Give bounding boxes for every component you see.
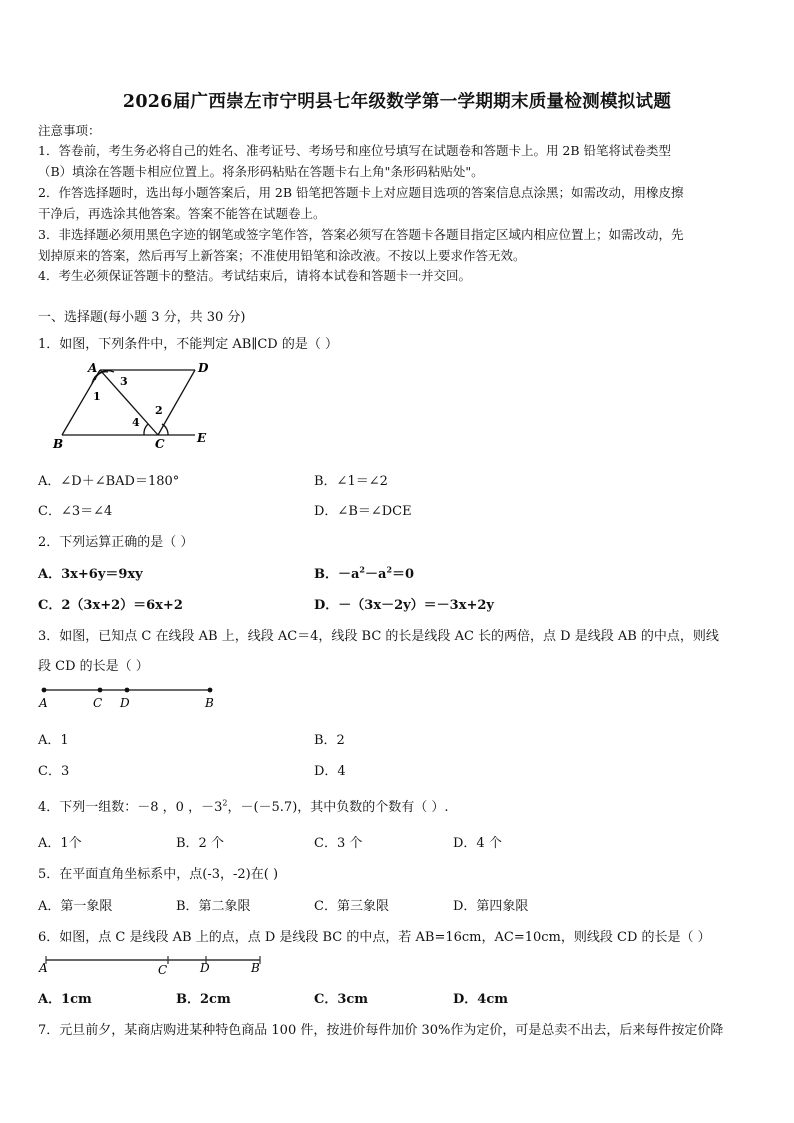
notes-line-2: （B）填涂在答题卡相应位置上。将条形码粘贴在答题卡右上角"条形码粘贴处"。 xyxy=(38,164,484,179)
notes-heading: 注意事项： xyxy=(38,123,101,138)
q4-option-d[interactable]: D．4 个 xyxy=(453,836,502,851)
q4-text-part2: ，－(－5.7)，其中负数的个数有（ ）. xyxy=(227,800,449,815)
q5-option-b[interactable]: B．第二象限 xyxy=(176,899,251,914)
q1-angle-1: 1 xyxy=(93,390,101,403)
q2-option-d[interactable]: D．－（3x－2y）＝－3x+2y xyxy=(314,598,494,613)
q2-text: 2．下列运算正确的是（ ） xyxy=(38,535,194,550)
q3-text-line2: 段 CD 的长是（ ） xyxy=(38,659,149,674)
q6-option-b[interactable]: B．2cm xyxy=(176,992,231,1007)
q2-option-b[interactable] xyxy=(314,563,414,582)
q4-option-a[interactable]: A．1个 xyxy=(38,836,82,851)
q6-label-d: D xyxy=(200,961,210,975)
q2-option-c[interactable]: C．2（3x+2）＝6x+2 xyxy=(38,598,183,613)
q3-text-line1: 3．如图，已知点 C 在线段 AB 上，线段 AC＝4，线段 BC 的长是线段 AC 长的两倍，点 D 是线段 AB 的中点，则线 xyxy=(38,629,719,644)
q1-option-b[interactable]: B．∠1＝∠2 xyxy=(314,474,388,489)
q1-label-c: C xyxy=(155,437,165,450)
q2-option-b-part2: －a xyxy=(365,567,387,582)
notes-line-5: 3．非选择题必须用黑色字迹的钢笔或签字笔作答，答案必须写在答题卡各题目指定区域内相应位置上；如需改动，先 xyxy=(38,227,684,242)
q7-text: 7．元旦前夕，某商店购进某种特色商品 100 件，按进价每件加价 30%作为定价，可是总卖不出去，后来每件按定价降 xyxy=(38,1023,724,1038)
q4-text-part1: 4．下列一组数：－8 ，0 ，－3 xyxy=(38,800,223,815)
page-title: 2026届广西崇左市宁明县七年级数学第一学期期末质量检测模拟试题 xyxy=(122,92,672,112)
q3-option-b[interactable]: B．2 xyxy=(314,733,345,748)
notes-line-6: 划掉原来的答案，然后再写上新答案；不准使用铅笔和涂改液。不按以上要求作答无效。 xyxy=(38,248,526,263)
notes-line-4: 干净后，再选涂其他答案。答案不能答在试题卷上。 xyxy=(38,206,326,221)
q1-label-a: A xyxy=(88,361,98,375)
q3-option-c[interactable]: C．3 xyxy=(38,764,70,779)
q3-label-a: A xyxy=(39,696,48,710)
q4-text-sup: 2 xyxy=(222,798,228,808)
q5-option-c[interactable]: C．第三象限 xyxy=(314,899,389,914)
q1-angle-2: 2 xyxy=(155,404,163,417)
q6-option-c[interactable]: C．3cm xyxy=(314,992,369,1007)
q6-option-a[interactable]: A．1cm xyxy=(38,992,92,1007)
q2-option-b-part1: B．－a xyxy=(314,567,360,582)
q2-option-b-sup2: 2 xyxy=(386,564,393,575)
q3-option-a[interactable]: A．1 xyxy=(38,733,69,748)
q1-label-d: D xyxy=(198,361,209,375)
q1-parallelogram-figure xyxy=(45,358,220,450)
q4-option-c[interactable]: C．3 个 xyxy=(314,836,363,851)
notes-line-1: 1．答卷前，考生务必将自己的姓名、准考证号、考场号和座位号填写在试题卷和答题卡上。用 2B 铅笔将试卷类型 xyxy=(38,143,672,158)
q6-label-a: A xyxy=(39,961,48,975)
notes-line-7: 4．考生必须保证答题卡的整洁。考试结束后，请将本试卷和答题卡一并交回。 xyxy=(38,268,471,283)
q1-label-b: B xyxy=(53,437,64,450)
q1-option-d[interactable]: D．∠B＝∠DCE xyxy=(314,504,412,519)
q3-label-c: C xyxy=(93,696,103,710)
q3-label-b: B xyxy=(205,696,214,710)
q4-option-b[interactable]: B．2 个 xyxy=(176,836,224,851)
q2-option-b-part3: ＝0 xyxy=(392,567,415,582)
q5-option-a[interactable]: A．第一象限 xyxy=(38,899,113,914)
q4-text xyxy=(38,796,449,815)
q3-option-d[interactable]: D．4 xyxy=(314,764,346,779)
q3-segment-figure xyxy=(38,682,223,712)
q1-text: 1．如图，下列条件中，不能判定 AB∥CD 的是（ ） xyxy=(38,337,338,352)
q1-label-e: E xyxy=(197,431,207,445)
q1-option-c[interactable]: C．∠3＝∠4 xyxy=(38,504,113,519)
q1-option-a[interactable]: A．∠D＋∠BAD＝180° xyxy=(38,474,180,489)
q6-text: 6．如图，点 C 是线段 AB 上的点，点 D 是线段 BC 的中点，若 AB=16cm，AC=10cm，则线段 CD 的长是（ ） xyxy=(38,930,711,945)
q6-label-c: C xyxy=(158,963,168,977)
q1-angle-4: 4 xyxy=(132,416,140,429)
q6-label-b: B xyxy=(251,961,260,975)
q6-segment-figure xyxy=(38,950,268,978)
q3-label-d: D xyxy=(120,696,130,710)
q5-text: 5．在平面直角坐标系中，点(-3，-2)在( ) xyxy=(38,867,279,882)
q2-option-a[interactable]: A．3x+6y＝9xy xyxy=(38,567,143,582)
section-heading: 一、选择题(每小题 3 分，共 30 分) xyxy=(38,310,246,325)
q2-option-b-sup1: 2 xyxy=(359,564,365,575)
q6-option-d[interactable]: D．4cm xyxy=(453,992,508,1007)
notes-line-3: 2．作答选择题时，选出每小题答案后，用 2B 铅笔把答题卡上对应题目选项的答案信息点涂黑；如需改动，用橡皮擦 xyxy=(38,185,684,200)
q1-angle-3: 3 xyxy=(120,375,128,388)
q5-option-d[interactable]: D．第四象限 xyxy=(453,899,529,914)
